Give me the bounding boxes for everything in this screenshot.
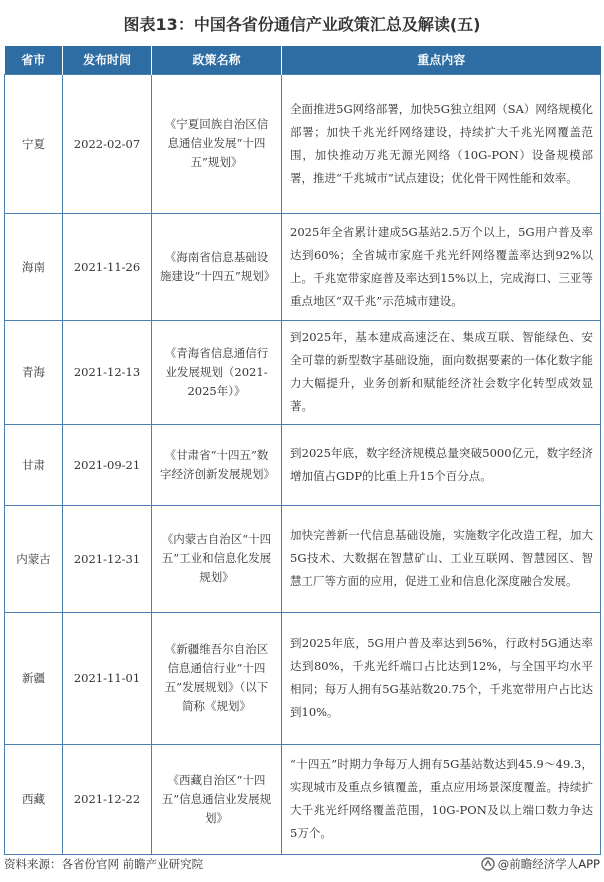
province-cell: 青海 <box>5 320 63 424</box>
date-cell: 2021-12-22 <box>63 744 152 854</box>
content-cell: 加快完善新一代信息基础设施，实施数字化改造工程，加大5G技术、大数据在智慧矿山、工业互联网、智慧园区、智慧工厂等方面的应用，促进工业和信息化深度融合发展。 <box>282 505 601 612</box>
table-header-row <box>5 46 601 74</box>
content-cell: 2025年全省累计建成5G基站2.5万个以上，5G用户普及率达到60%；全省城市家庭千兆光纤网络覆盖率达到92%以上。千兆宽带家庭普及率达到15%以上，完成海口、三亚等重点地区“双千兆”示范城市建设。 <box>282 213 601 320</box>
province-cell: 海南 <box>5 213 63 320</box>
date-cell: 2021-11-26 <box>63 213 152 320</box>
content-cell: “十四五”时期力争每万人拥有5G基站数达到45.9～49.3，实现城市及重点乡镇覆盖，重点应用场景深度覆盖。持续扩大千兆光纤网络覆盖范围，10G-PON及以上端口数力争达5万个。 <box>282 744 601 854</box>
policy-cell: 《海南省信息基础设施建设“十四五”规划》 <box>152 213 282 320</box>
province-cell: 新疆 <box>5 612 63 744</box>
content-cell: 到2025年底，数字经济规模总量突破5000亿元，数字经济增加值占GDP的比重上升15个百分点。 <box>282 424 601 505</box>
table-row <box>5 505 601 612</box>
content-cell: 全面推进5G网络部署，加快5G独立组网（SA）网络规模化部署；加快千兆光纤网络建设，持续扩大千兆光网覆盖范围，加快推动万兆无源光网络（10G-PON）设备规模部署，推进“千兆城市”试点建设；优化骨干网性能和效率。 <box>282 74 601 213</box>
policy-table <box>4 46 601 855</box>
header-content: 重点内容 <box>282 46 601 74</box>
policy-cell: 《内蒙古自治区“十四五”工业和信息化发展规划》 <box>152 505 282 612</box>
header-date: 发布时间 <box>63 46 152 74</box>
policy-cell: 《青海省信息通信行业发展规划（2021-2025年）》 <box>152 320 282 424</box>
date-cell: 2021-12-31 <box>63 505 152 612</box>
chart-title: 图表13：中国各省份通信产业政策汇总及解读(五) <box>123 15 481 34</box>
province-cell: 甘肃 <box>5 424 63 505</box>
header-province: 省市 <box>5 46 63 74</box>
province-cell: 西藏 <box>5 744 63 854</box>
policy-cell: 《甘肃省“十四五”数字经济创新发展规划》 <box>152 424 282 505</box>
table-row <box>5 213 601 320</box>
footer <box>4 856 600 876</box>
header-policy: 政策名称 <box>152 46 282 74</box>
province-cell: 宁夏 <box>5 74 63 213</box>
table-row <box>5 74 601 213</box>
table-row <box>5 744 601 854</box>
source-note: 资料来源：各省份官网 前瞻产业研究院 <box>4 857 204 871</box>
policy-cell: 《西藏自治区“十四五”信息通信业发展规划》 <box>152 744 282 854</box>
policy-cell: 《新疆维吾尔自治区信息通信行业“十四五”发展规划》（以下简称《规划》 <box>152 612 282 744</box>
brand-text: @前瞻经济学人APP <box>497 857 600 871</box>
table-row <box>5 320 601 424</box>
date-cell: 2021-11-01 <box>63 612 152 744</box>
table-row <box>5 424 601 505</box>
table-row <box>5 612 601 744</box>
date-cell: 2021-09-21 <box>63 424 152 505</box>
policy-cell: 《宁夏回族自治区信息通信业发展“十四五”规划》 <box>152 74 282 213</box>
province-cell: 内蒙古 <box>5 505 63 612</box>
content-cell: 到2025年底，5G用户普及率达到56%，行政村5G通达率达到80%，千兆光纤端口占比达到12%，与全国平均水平相同；每万人拥有5G基站数20.75个，千兆宽带用户占比达到10%。 <box>282 612 601 744</box>
date-cell: 2021-12-13 <box>63 320 152 424</box>
content-cell: 到2025年，基本建成高速泛在、集成互联、智能绿色、安全可靠的新型数字基础设施，面向数据要素的一体化数字能力大幅提升，业务创新和赋能经济社会数字化转型成效显著。 <box>282 320 601 424</box>
qianzhan-logo-icon <box>481 857 495 871</box>
date-cell: 2022-02-07 <box>63 74 152 213</box>
brand-credit <box>481 856 600 872</box>
